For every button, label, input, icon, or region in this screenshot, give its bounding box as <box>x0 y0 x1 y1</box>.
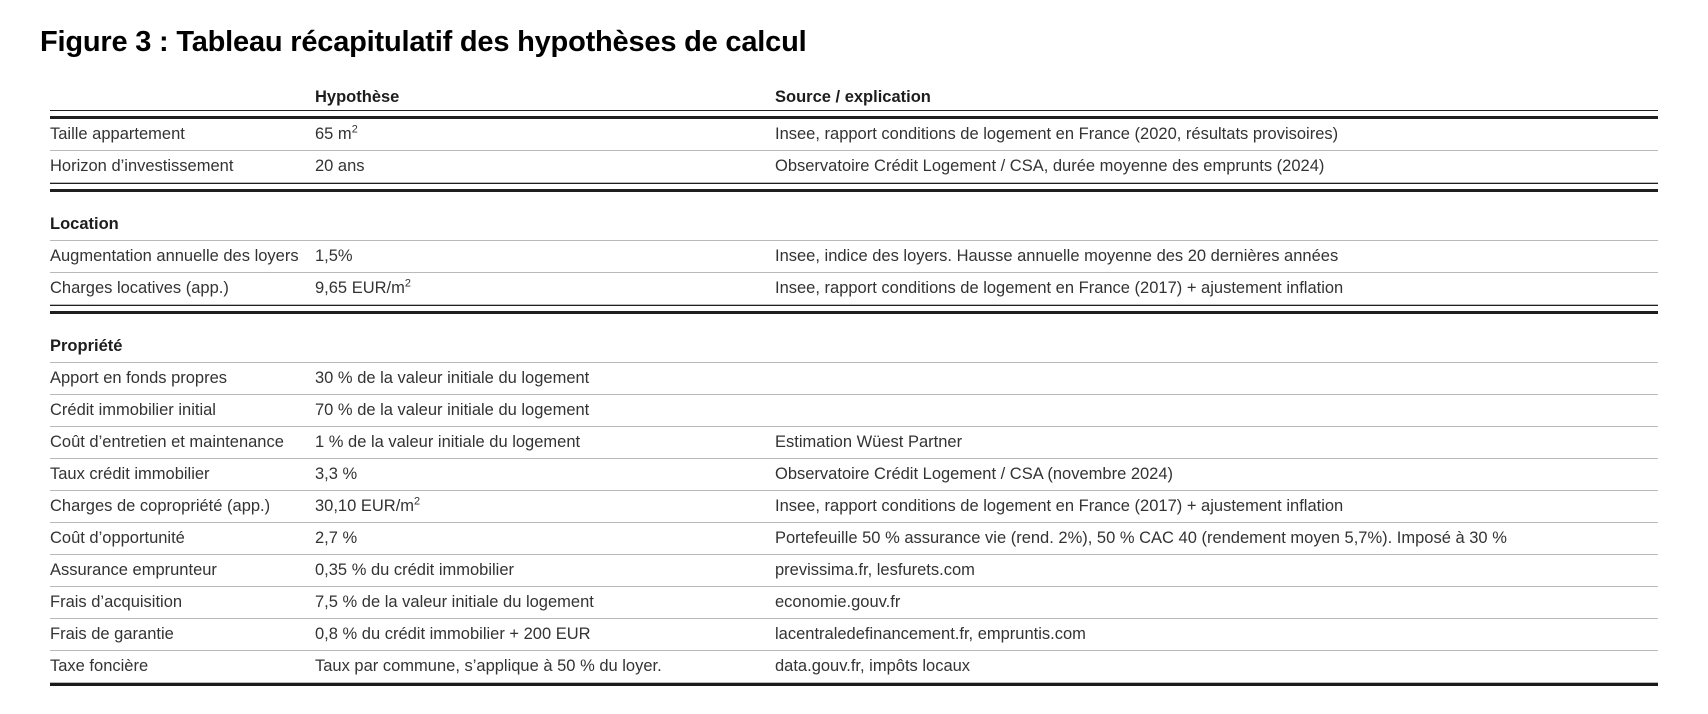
row-source: economie.gouv.fr <box>775 587 1658 619</box>
column-header-source: Source / explication <box>775 87 931 106</box>
section-heading-row <box>50 331 1658 363</box>
section-heading-location: Location <box>50 209 1658 241</box>
table-header-row <box>50 78 1658 110</box>
row-source: data.gouv.fr, impôts locaux <box>775 651 1658 683</box>
table-row <box>50 555 1658 587</box>
superscript-two: 2 <box>414 495 421 508</box>
row-value: 0,8 % du crédit immobilier + 200 EUR <box>315 619 775 651</box>
row-value: 65 $m^2$ <box>315 119 775 151</box>
assumptions-table <box>50 78 1658 686</box>
table-row <box>50 151 1658 183</box>
header-double-rule <box>50 110 1658 119</box>
row-value: 30 % de la valeur initiale du logement <box>315 363 775 395</box>
table-body-general <box>50 119 1658 209</box>
row-source: Insee, rapport conditions de logement en France (2017) + ajustement inflation <box>775 273 1658 305</box>
table-row <box>50 241 1658 273</box>
row-source: previssima.fr, lesfurets.com <box>775 555 1658 587</box>
row-value: 0,35 % du crédit immobilier <box>315 555 775 587</box>
table-row <box>50 619 1658 651</box>
row-source <box>775 395 1658 427</box>
table-section-location <box>50 209 1658 331</box>
row-source: Estimation Wüest Partner <box>775 427 1658 459</box>
section-end-rule-row <box>50 305 1658 315</box>
row-value: Taux par commune, s’applique à 50 % du loyer. <box>315 651 775 683</box>
section-double-rule <box>50 305 1658 315</box>
section-heading-propriete: Propriété <box>50 331 1658 363</box>
row-source: Observatoire Crédit Logement / CSA, durée moyenne des emprunts (2024) <box>775 151 1658 183</box>
row-label: Horizon d’investissement <box>50 151 315 183</box>
table-section-propriete <box>50 331 1658 686</box>
row-value: 1 % de la valeur initiale du logement <box>315 427 775 459</box>
row-label: Coût d’opportunité <box>50 523 315 555</box>
row-value: 30,10 EUR/$m^2$ <box>315 491 775 523</box>
column-header-label <box>50 78 315 110</box>
header-rule-row <box>50 110 1658 119</box>
row-source: Insee, rapport conditions de logement en France (2020, résultats provisoires) <box>775 119 1658 151</box>
row-label: Crédit immobilier initial <box>50 395 315 427</box>
row-value: 1,5% <box>315 241 775 273</box>
row-label: Taille appartement <box>50 119 315 151</box>
row-value: 9,65 EUR/$m^2$ <box>315 273 775 305</box>
column-header-hypothesis: Hypothèse <box>315 87 400 106</box>
table-bottom-rule <box>50 683 1658 687</box>
section-end-rule-row <box>50 183 1658 193</box>
row-label: Coût d’entretien et maintenance <box>50 427 315 459</box>
superscript-two: 2 <box>404 277 411 290</box>
row-value: 20 ans <box>315 151 775 183</box>
page-title: Figure 3 : Tableau récapitulatif des hypothèses de calcul <box>40 26 807 58</box>
assumptions-table-wrapper <box>50 78 1658 686</box>
row-label: Charges locatives (app.) <box>50 273 315 305</box>
row-label: Assurance emprunteur <box>50 555 315 587</box>
row-label: Frais de garantie <box>50 619 315 651</box>
row-label: Taxe foncière <box>50 651 315 683</box>
table-row <box>50 363 1658 395</box>
row-source: Insee, indice des loyers. Hausse annuelle moyenne des 20 dernières années <box>775 241 1658 273</box>
row-source: Observatoire Crédit Logement / CSA (novembre 2024) <box>775 459 1658 491</box>
row-label: Frais d’acquisition <box>50 587 315 619</box>
table-row <box>50 427 1658 459</box>
row-source: lacentraledefinancement.fr, empruntis.com <box>775 619 1658 651</box>
table-end-rule-row <box>50 683 1658 687</box>
table-row <box>50 587 1658 619</box>
table-row <box>50 523 1658 555</box>
row-value: 70 % de la valeur initiale du logement <box>315 395 775 427</box>
table-row <box>50 395 1658 427</box>
row-source <box>775 363 1658 395</box>
row-label: Apport en fonds propres <box>50 363 315 395</box>
row-label: Taux crédit immobilier <box>50 459 315 491</box>
row-source: Portefeuille 50 % assurance vie (rend. 2%), 50 % CAC 40 (rendement moyen 5,7%). Imposé à 30 % <box>775 523 1658 555</box>
section-double-rule <box>50 183 1658 193</box>
row-value: 2,7 % <box>315 523 775 555</box>
table-row <box>50 119 1658 151</box>
row-label: Augmentation annuelle des loyers <box>50 241 315 273</box>
row-value: 3,3 % <box>315 459 775 491</box>
table-row <box>50 273 1658 305</box>
row-value: 7,5 % de la valeur initiale du logement <box>315 587 775 619</box>
section-heading-row <box>50 209 1658 241</box>
section-spacer <box>50 314 1658 331</box>
superscript-two: 2 <box>351 123 358 136</box>
row-label: Charges de copropriété (app.) <box>50 491 315 523</box>
table-row <box>50 459 1658 491</box>
table-header <box>50 78 1658 119</box>
table-row <box>50 651 1658 683</box>
row-source: Insee, rapport conditions de logement en France (2017) + ajustement inflation <box>775 491 1658 523</box>
section-spacer <box>50 192 1658 209</box>
table-row <box>50 491 1658 523</box>
